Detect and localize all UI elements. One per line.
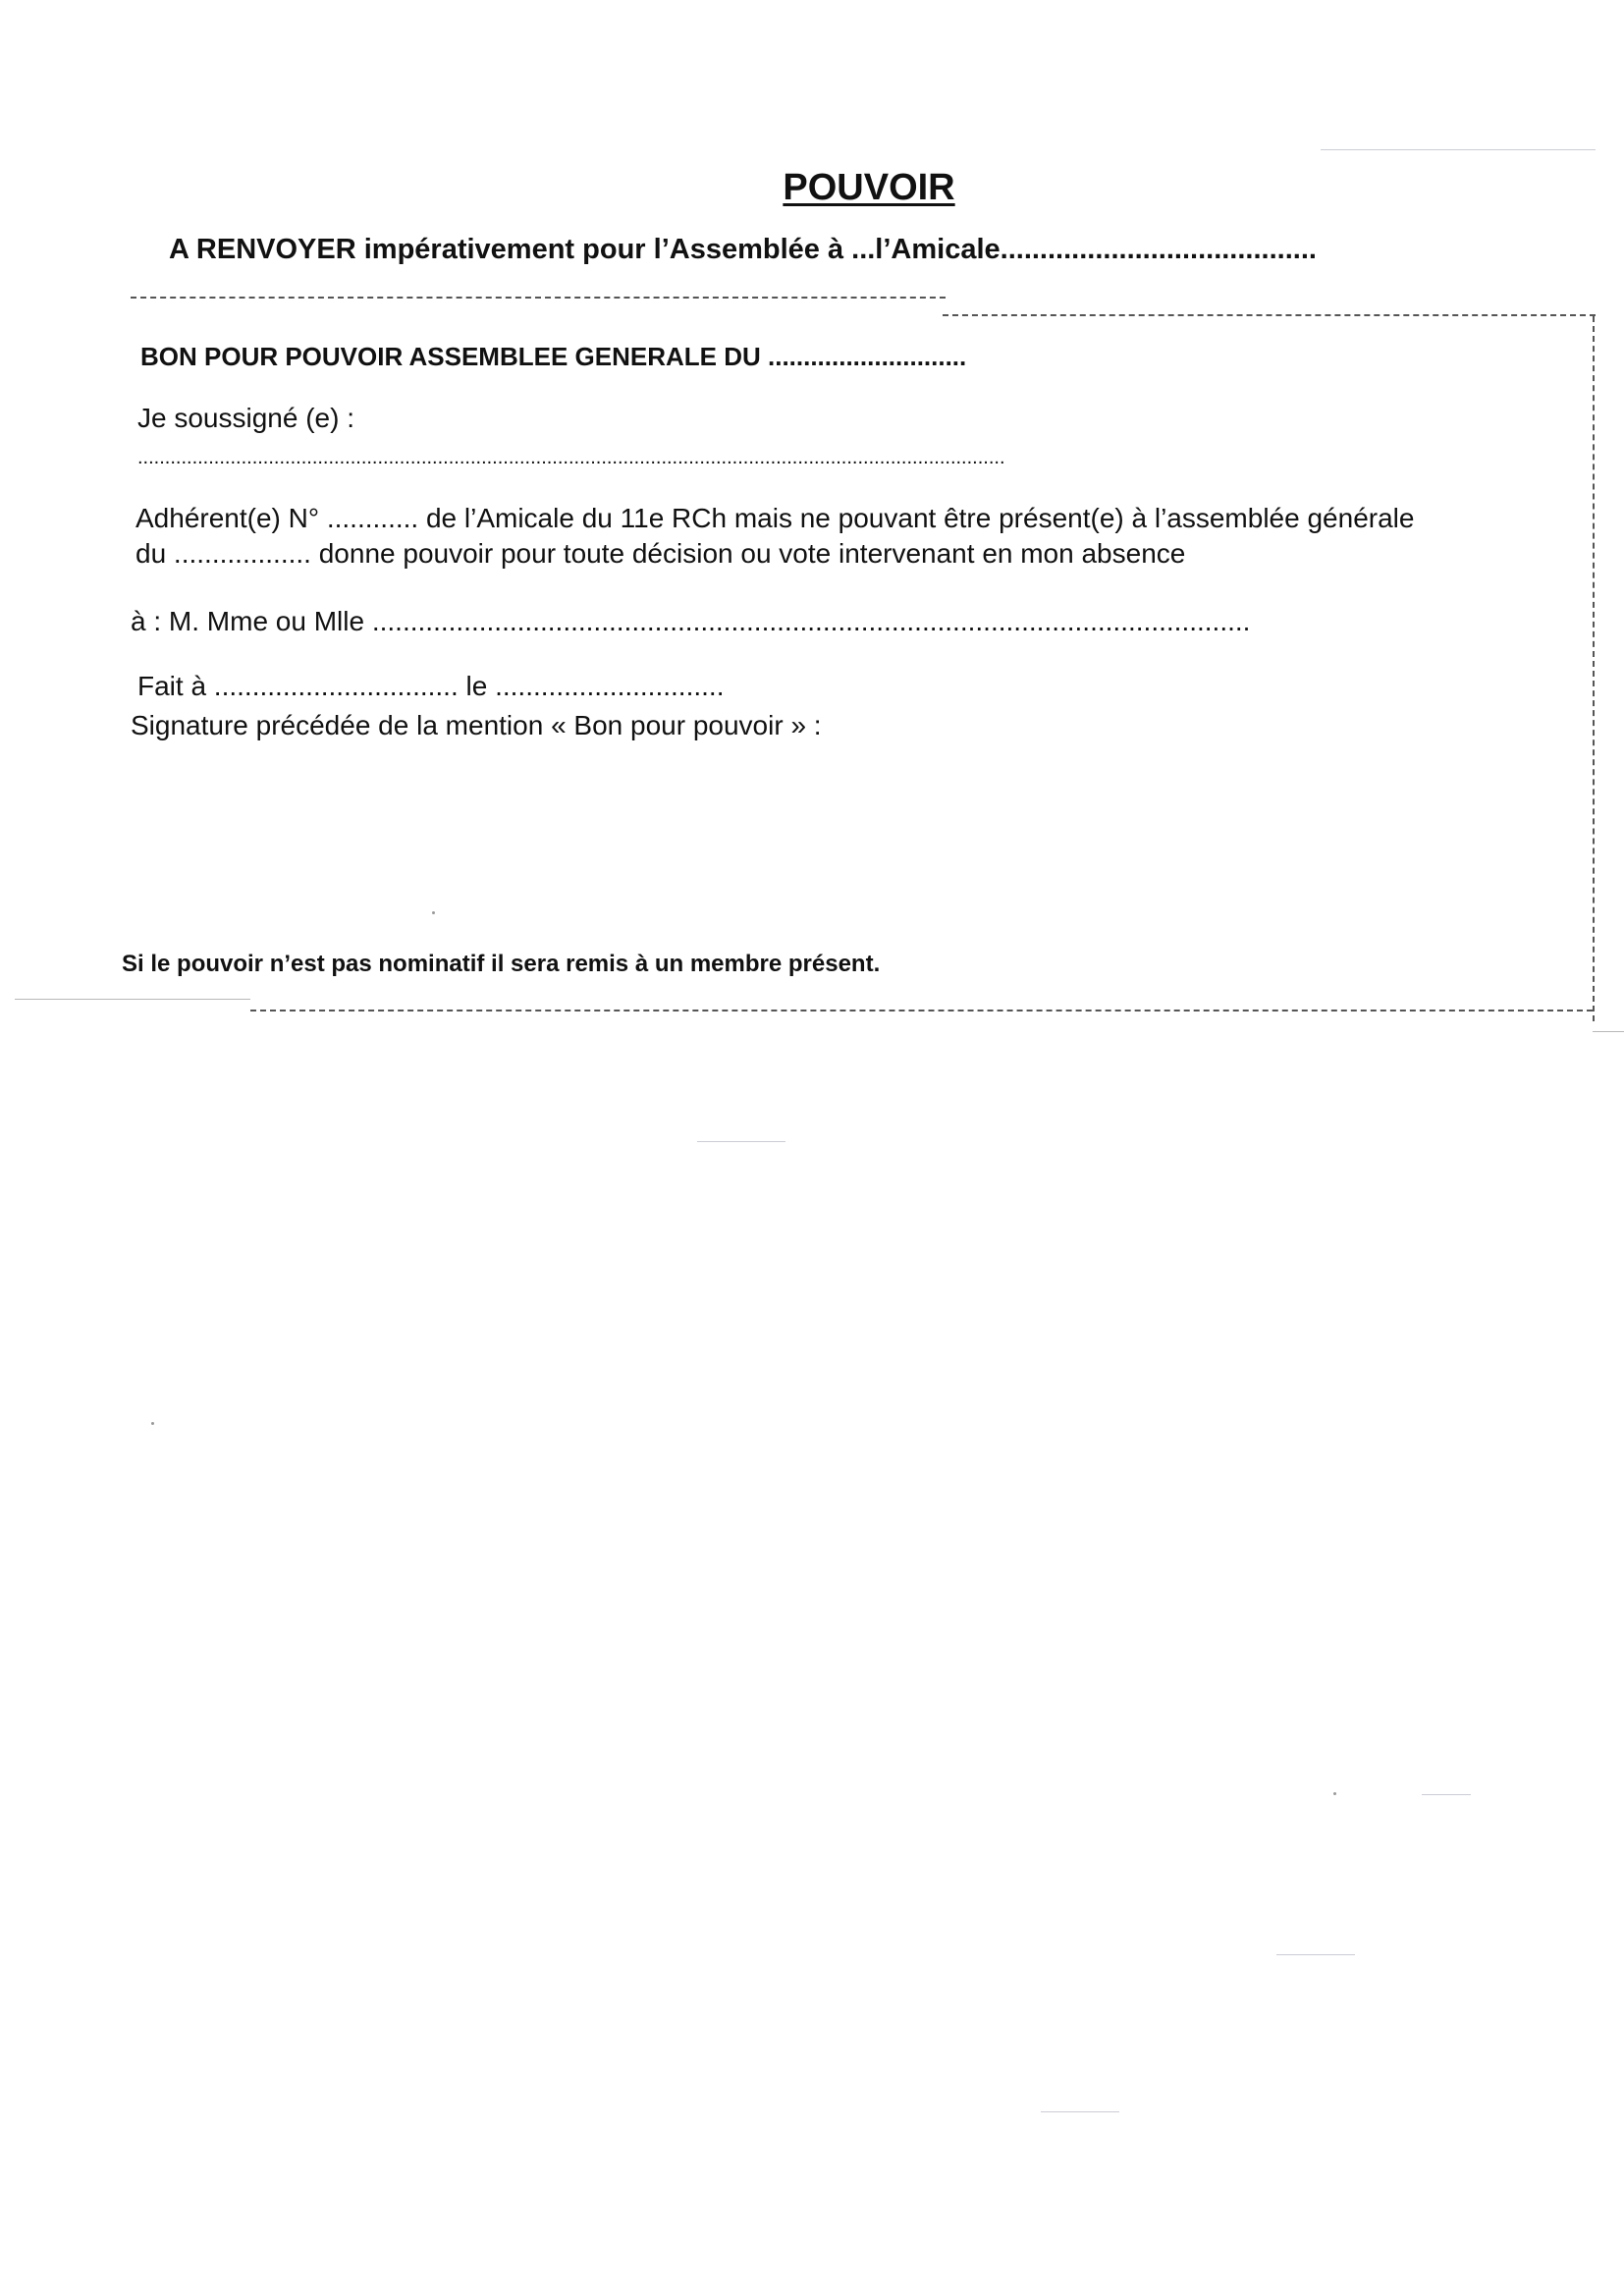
scan-artifact-line (697, 1141, 785, 1142)
document-title: POUVOIR (783, 167, 955, 208)
proxy-name-line: à : M. Mme ou Mlle ................................................................................................................... (131, 606, 1251, 636)
scan-artifact-line (1041, 2111, 1119, 2112)
bon-pour-pouvoir-line: BON POUR POUVOIR ASSEMBLEE GENERALE DU ............................ (140, 342, 967, 371)
adherent-line-2: du .................. donne pouvoir pour toute décision ou vote intervenant en mon absence (135, 538, 1186, 569)
frame-bottom-left-line (15, 999, 250, 1000)
scan-artifact-line (1321, 149, 1596, 150)
fait-a-line: Fait à ................................ le .............................. (137, 671, 725, 701)
adherent-line-1: Adhérent(e) N° ............ de l’Amicale du 11e RCh mais ne pouvant être présent(e) à l’assemblée générale (135, 503, 1415, 533)
scan-speck (151, 1422, 154, 1425)
scan-artifact-line (1276, 1954, 1355, 1955)
je-soussigne-label: Je soussigné (e) : (137, 403, 354, 433)
name-dotted-line: ............................................................................................................................................................... (137, 447, 1005, 468)
document-subtitle: A RENVOYER impérativement pour l’Assemblée à ...l’Amicale........................................ (169, 234, 1317, 265)
frame-top-left-dashed-line (131, 297, 946, 299)
scan-speck (432, 911, 435, 914)
frame-bottom-right-line (1593, 1031, 1624, 1032)
footer-note: Si le pouvoir n’est pas nominatif il sera remis à un membre présent. (122, 951, 881, 977)
frame-right-dashed-line (1593, 316, 1595, 1021)
frame-top-right-dashed-line (943, 314, 1596, 316)
scan-artifact-line (1422, 1794, 1471, 1795)
frame-bottom-dashed-line (250, 1010, 1593, 1011)
signature-label: Signature précédée de la mention « Bon pour pouvoir » : (131, 710, 822, 740)
scan-speck (1333, 1792, 1336, 1795)
